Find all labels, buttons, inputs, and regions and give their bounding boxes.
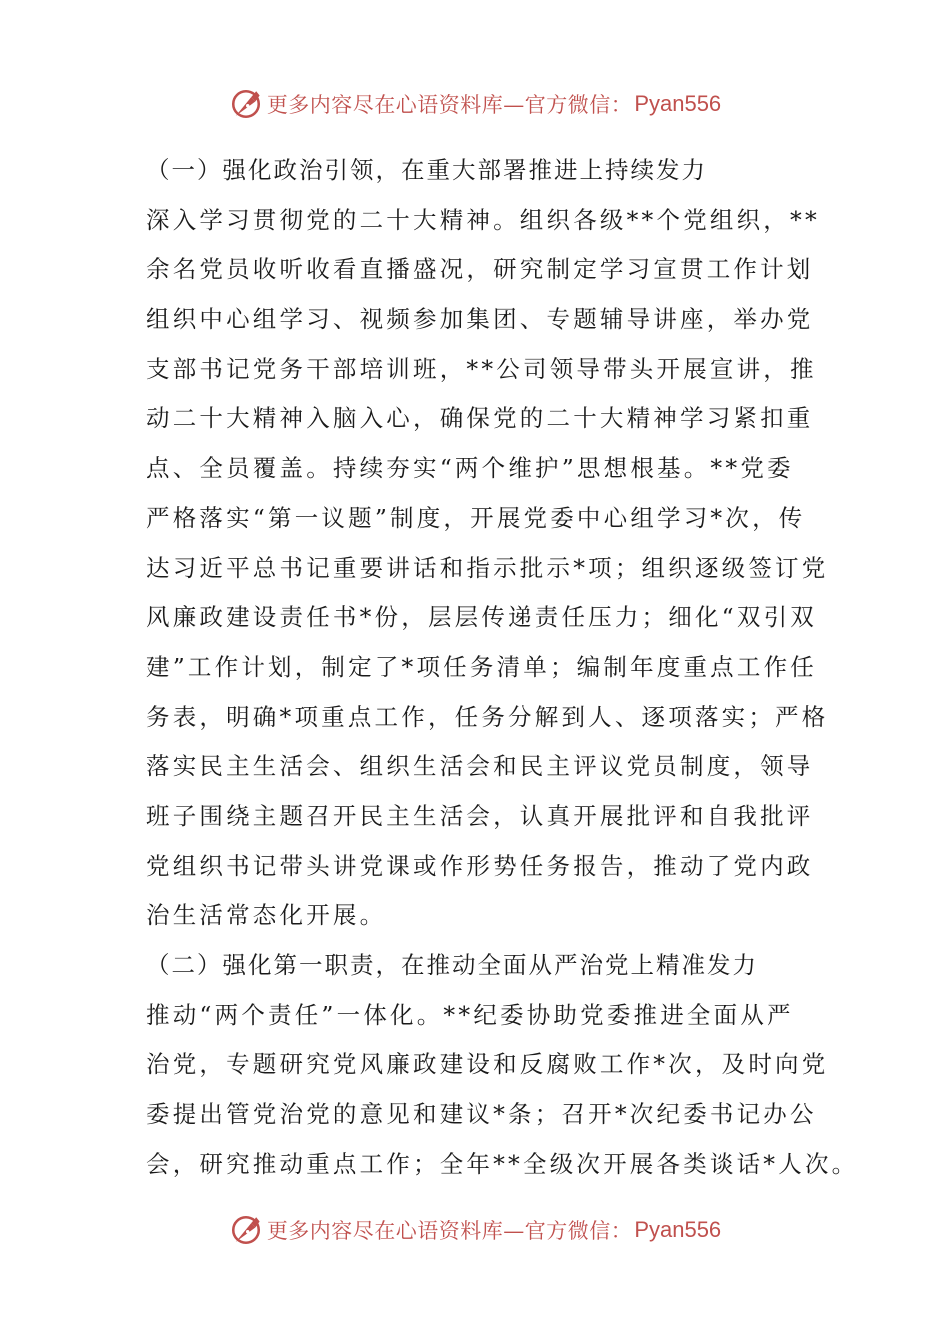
- text-line: 班子围绕主题召开民主生活会，认真开展批评和自我批评: [146, 801, 814, 830]
- banner-text: 更多内容尽在心语资料库—官方微信：: [266, 1219, 633, 1243]
- banner-text: 更多内容尽在心语资料库—官方微信：: [266, 93, 633, 117]
- header-banner: [0, 82, 950, 126]
- text-line: 风廉政建设责任书*份，层层传递责任压力；细化“双引双: [146, 603, 817, 632]
- text-line: 治党，专题研究党风廉政建设和反腐败工作*次，及时向党: [146, 1050, 829, 1079]
- section-heading-1: （一）强化政治引领，在重大部署推进上持续发力: [146, 156, 707, 184]
- footer-banner: [0, 1208, 950, 1252]
- text-line: 组织中心组学习、视频参加集团、专题辅导讲座，举办党: [146, 305, 814, 334]
- banner-wechat-id: Pyan556: [634, 1217, 722, 1242]
- text-line: 落实民主生活会、组织生活会和民主评议党员制度，领导: [146, 752, 814, 781]
- text-line: 党组织书记带头讲党课或作形势任务报告，推动了党内政: [146, 851, 814, 880]
- text-line: 达习近平总书记重要讲话和指示批示*项；组织逐级签订党: [146, 553, 829, 582]
- document-body: [146, 146, 859, 1189]
- banner-wechat-id: Pyan556: [634, 91, 722, 116]
- section-heading-2: （二）强化第一职责，在推动全面从严治党上精准发力: [146, 951, 758, 979]
- text-line: 严格落实“第一议题”制度，开展党委中心组学习*次，传: [146, 503, 806, 532]
- text-line: 建”工作计划，制定了*项任务清单；编制年度重点工作任: [146, 652, 817, 681]
- text-line: 点、全员覆盖。持续夯实“两个维护”思想根基。**党委: [146, 454, 794, 483]
- text-line: 治生活常态化开展。: [146, 901, 387, 930]
- text-line: 推动“两个责任”一体化。**纪委协助党委推进全面从严: [146, 1000, 794, 1029]
- text-line: 务表，明确*项重点工作，任务分解到人、逐项落实；严格: [146, 702, 829, 731]
- pen-nib-logo-icon: [229, 87, 263, 121]
- pen-nib-logo-icon: [229, 1213, 263, 1247]
- text-line: 委提出管党治党的意见和建议*条；召开*次纪委书记办公: [146, 1100, 817, 1129]
- text-line: 动二十大精神入脑入心，确保党的二十大精神学习紧扣重: [146, 404, 814, 433]
- text-line: 支部书记党务干部培训班，**公司领导带头开展宣讲，推: [146, 354, 817, 383]
- text-line: 余名党员收听收看直播盛况，研究制定学习宣贯工作计划: [146, 255, 814, 284]
- text-line: 深入学习贯彻党的二十大精神。组织各级**个党组织，**: [146, 205, 820, 234]
- text-line: 会，研究推动重点工作；全年**全级次开展各类谈话*人次。: [146, 1149, 859, 1178]
